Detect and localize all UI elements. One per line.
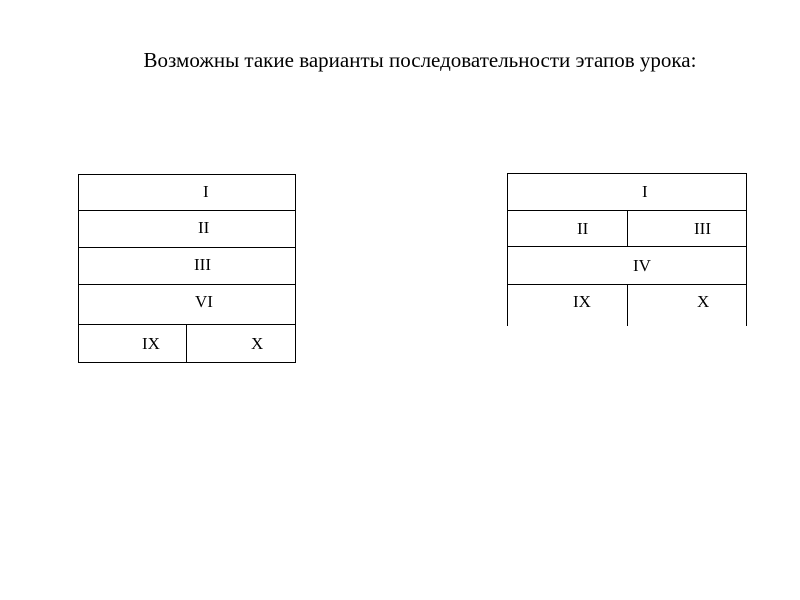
slide-title: Возможны такие варианты последовательности этапов урока: (143, 48, 697, 72)
column-border (78, 174, 79, 363)
row-border (78, 174, 296, 175)
stage-cell: I (642, 182, 648, 201)
stage-cell: II (198, 218, 210, 237)
column-border (507, 173, 508, 326)
stage-cell: X (251, 334, 264, 353)
column-border (746, 173, 747, 326)
stage-cell: X (697, 292, 710, 311)
stage-cell: III (694, 219, 711, 238)
column-divider (627, 210, 628, 247)
stage-cell: III (194, 255, 211, 274)
row-border (78, 324, 296, 325)
column-border (295, 174, 296, 363)
stage-cell: IX (142, 334, 160, 353)
column-divider (186, 324, 187, 363)
stage-cell: IX (573, 292, 591, 311)
row-border (507, 173, 747, 174)
row-border (78, 247, 296, 248)
stage-cell: I (203, 182, 209, 201)
row-border (78, 210, 296, 211)
stage-cell: IV (633, 256, 651, 275)
row-border (78, 284, 296, 285)
column-divider (627, 284, 628, 326)
stage-cell: VI (195, 292, 213, 311)
stage-cell: II (577, 219, 589, 238)
row-border (78, 362, 296, 363)
